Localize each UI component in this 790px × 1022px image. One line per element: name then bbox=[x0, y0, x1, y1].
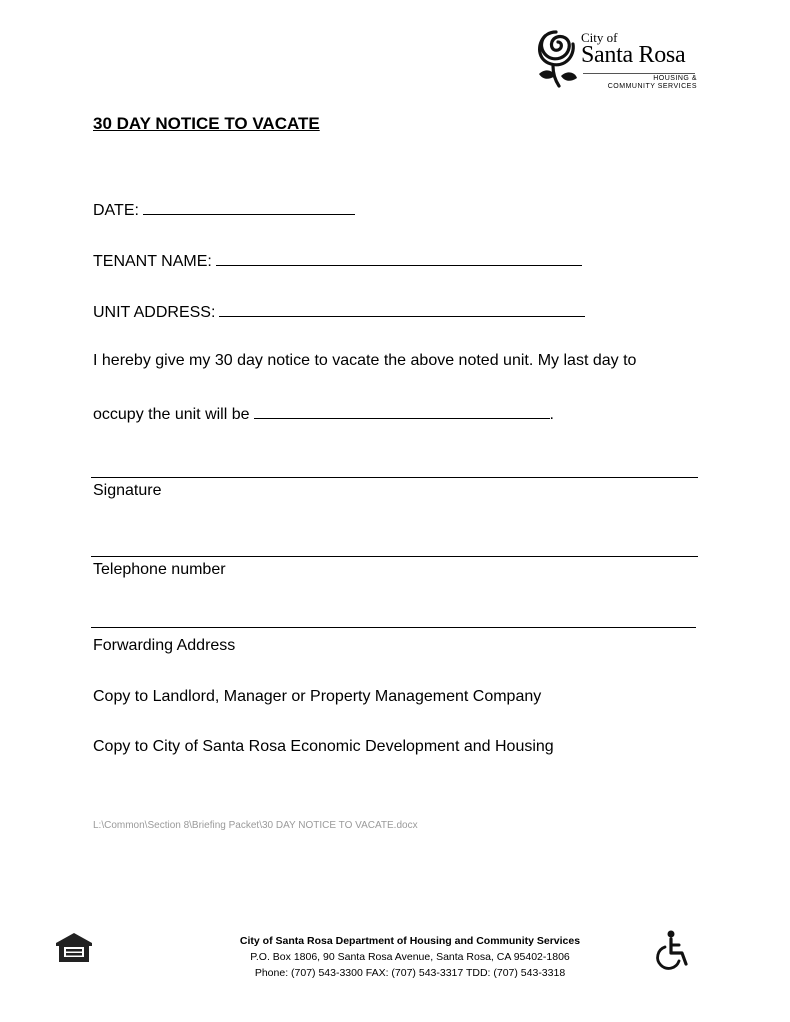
notice-period: . bbox=[549, 406, 554, 423]
tenant-row bbox=[93, 250, 582, 271]
logo-city-of: City of bbox=[581, 30, 618, 45]
notice-line-2 bbox=[93, 403, 554, 424]
file-path: L:\Common\Section 8\Briefing Packet\30 DAY NOTICE TO VACATE.docx bbox=[93, 820, 418, 831]
page-title: 30 DAY NOTICE TO VACATE bbox=[93, 114, 320, 133]
last-day-field[interactable] bbox=[254, 403, 550, 419]
logo-santa-rosa: Santa Rosa bbox=[581, 42, 686, 68]
footer-department: City of Santa Rosa Department of Housing and Community Services bbox=[239, 935, 581, 947]
equal-housing-opportunity-icon bbox=[53, 930, 95, 966]
last-day-label: occupy the unit will be bbox=[93, 406, 250, 423]
copy-landlord-text: Copy to Landlord, Manager or Property Management Company bbox=[93, 688, 542, 705]
logo-subtitle bbox=[585, 75, 697, 91]
tenant-name-label: TENANT NAME: bbox=[93, 253, 212, 270]
date-row bbox=[93, 199, 355, 220]
copy-city-text: Copy to City of Santa Rosa Economic Development and Housing bbox=[93, 738, 554, 755]
telephone-line[interactable] bbox=[91, 556, 698, 557]
rose-icon bbox=[533, 26, 579, 90]
signature-label: Signature bbox=[93, 482, 162, 499]
forwarding-address-line[interactable] bbox=[91, 627, 696, 628]
unit-address-field[interactable] bbox=[219, 301, 585, 317]
city-logo bbox=[533, 22, 701, 98]
date-label: DATE: bbox=[93, 202, 139, 219]
logo-subtitle-line1: HOUSING & bbox=[653, 75, 697, 82]
notice-line-1: I hereby give my 30 day notice to vacate the above noted unit. My last day to bbox=[93, 352, 637, 369]
logo-divider bbox=[583, 73, 695, 74]
forwarding-address-label: Forwarding Address bbox=[93, 637, 236, 654]
signature-line[interactable] bbox=[91, 477, 698, 478]
tenant-name-field[interactable] bbox=[216, 250, 582, 266]
telephone-label: Telephone number bbox=[93, 561, 226, 578]
footer-address: P.O. Box 1806, 90 Santa Rosa Avenue, Santa Rosa, CA 95402-1806 bbox=[250, 951, 570, 963]
wheelchair-accessibility-icon bbox=[650, 928, 696, 974]
unit-address-row bbox=[93, 301, 585, 322]
date-field[interactable] bbox=[143, 199, 355, 215]
logo-subtitle-line2: COMMUNITY SERVICES bbox=[607, 83, 697, 90]
unit-address-label: UNIT ADDRESS: bbox=[93, 304, 216, 321]
footer-phone: Phone: (707) 543-3300 FAX: (707) 543-3317 TDD: (707) 543-3318 bbox=[254, 967, 566, 979]
